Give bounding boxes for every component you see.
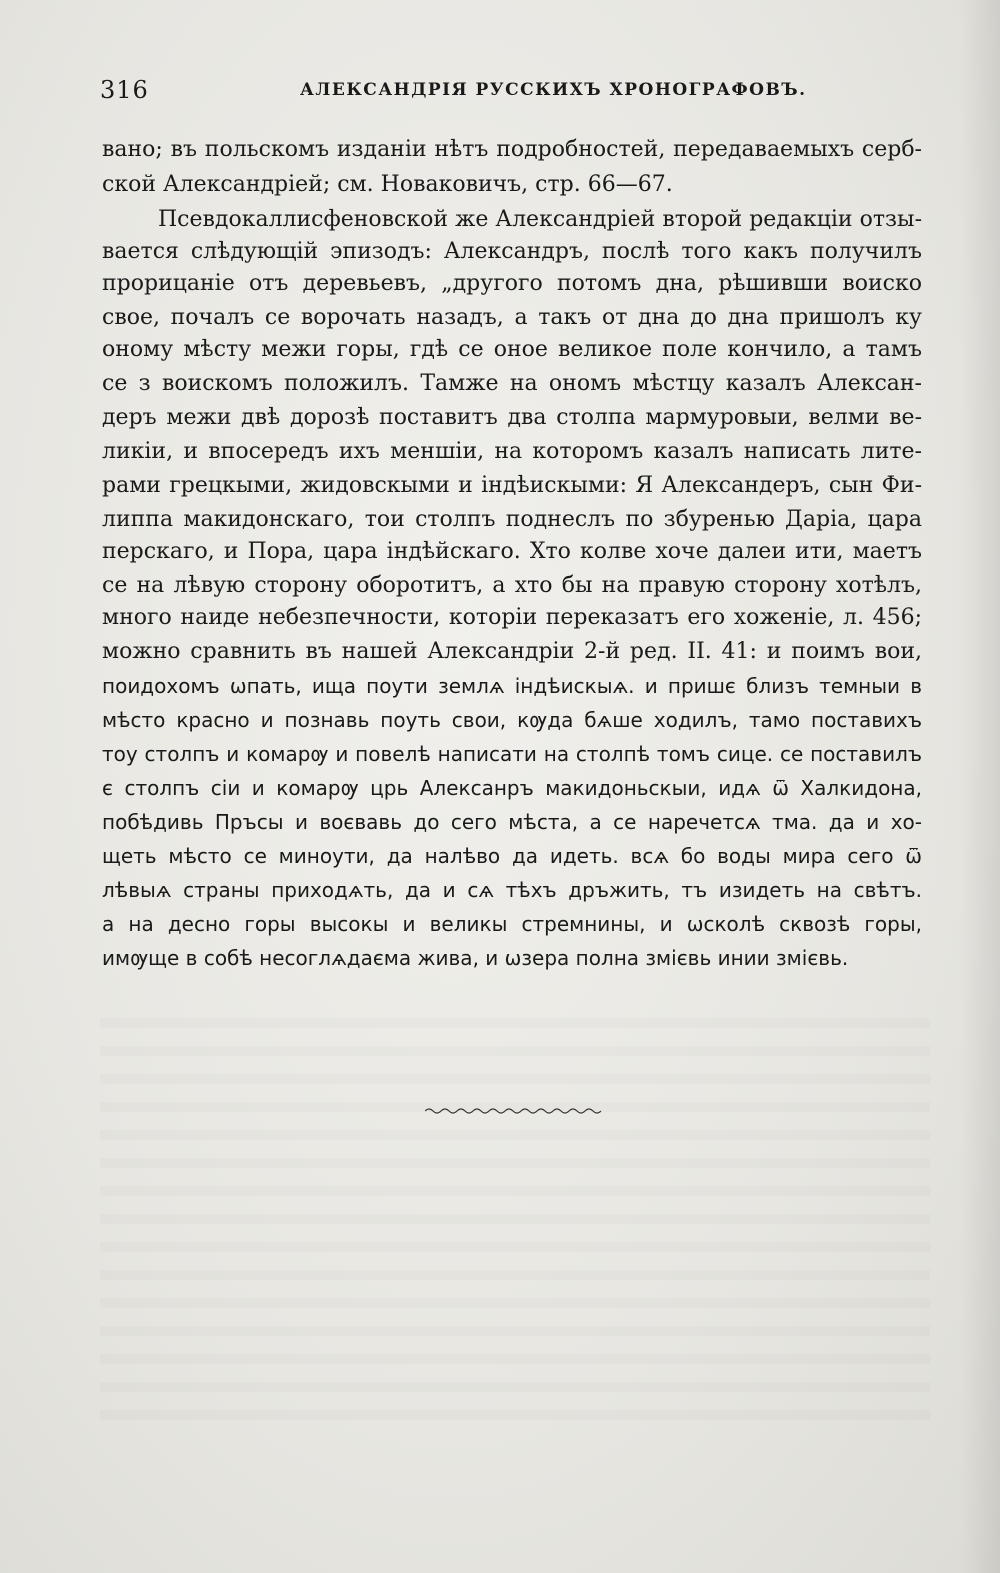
text-line: вается слѣдующій эпизодъ: Александръ, послѣ того какъ получилъ bbox=[102, 239, 922, 264]
text-line: ликіи, и впосередъ ихъ меншіи, на которомъ казалъ написать лите- bbox=[102, 439, 922, 464]
text-line-slavonic: є столпъ сіи и комарѹ црь Алексанръ макидоньскыи, идѧ ѿ Халкидона, bbox=[102, 776, 922, 800]
text-line: се з воискомъ положилъ. Тамже на ономъ мѣстцу казалъ Алексан- bbox=[102, 371, 922, 396]
text-line-slavonic: щеть мѣсто се миноути, да налѣво да идеть. всѧ бо воды мира сего ѿ bbox=[102, 844, 922, 868]
page-edge-shadow bbox=[960, 0, 1000, 1573]
text-line-slavonic: поидохомъ ѡпать, ища поути землѧ індѣискыѧ. и пришє близъ темныи в bbox=[102, 674, 922, 698]
text-line: прорицаніе отъ деревьевъ, „другого потомъ дна, рѣшивши воиско bbox=[102, 271, 922, 296]
text-line: ской Александріей; см. Новаковичъ, стр. 66—67. bbox=[102, 172, 673, 197]
page-number: 316 bbox=[100, 76, 149, 104]
text-line: Псевдокаллисфеновской же Александріей второй редакціи отзы- bbox=[158, 207, 922, 232]
text-line: свое, почалъ се ворочать назадъ, а такъ от дна до дна пришолъ ку bbox=[102, 305, 922, 330]
text-line: рами грецкыми, жидовскыми и індѣискыми: Я Александеръ, сын Фи- bbox=[102, 473, 922, 498]
text-line-slavonic: лѣвыѧ страны приходѧть, да и сѧ тѣхъ дръжить, тъ изидеть на свѣтъ. bbox=[102, 878, 922, 902]
text-line-slavonic: побѣдивь Пръсы и воєвавь до сего мѣста, а се наречетсѧ тма. да и хо- bbox=[102, 810, 922, 834]
text-line-slavonic: тоу столпъ и комарѹ и повелѣ написати на столпѣ томъ сице. се поставилъ bbox=[102, 742, 922, 766]
wavy-rule-ornament bbox=[425, 1106, 603, 1116]
text-line-slavonic: имѹще в собѣ несоглѧдаєма жива, и ѡзера полна змієвь инии змієвь. bbox=[102, 946, 849, 970]
text-line: много наиде небезпечности, которіи переказатъ его хоженіе, л. 456; bbox=[102, 605, 922, 630]
text-line: перскаго, и Пора, цара індѣйскаго. Хто колве хоче далеи ити, маетъ bbox=[102, 539, 922, 564]
bleed-through-shadow bbox=[100, 1000, 930, 1420]
text-line: се на лѣвую сторону оборотитъ, а хто бы на правую сторону хотѣлъ, bbox=[102, 573, 922, 598]
running-title: АЛЕКСАНДРІЯ РУССКИХЪ ХРОНОГРАФОВЪ. bbox=[300, 80, 807, 100]
text-line: липпа макидонскаго, тои столпъ поднеслъ по збуренью Даріа, цара bbox=[102, 507, 922, 532]
text-line: можно сравнить въ нашей Александріи 2-й ред. II. 41: и поимъ вои, bbox=[102, 639, 922, 664]
text-line: оному мѣсту межи горы, гдѣ се оное великое поле кончило, а тамъ bbox=[102, 337, 922, 362]
text-line-slavonic: а на десно горы высокы и великы стремнины, и ѡсколѣ сквозѣ горы, bbox=[102, 912, 922, 936]
text-line: вано; въ польскомъ изданіи нѣтъ подробностей, передаваемыхъ серб- bbox=[102, 137, 922, 162]
text-line-slavonic: мѣсто красно и познавь поуть свои, кѹда бѧше ходилъ, тамо поставихъ bbox=[102, 708, 922, 732]
text-line: деръ межи двѣ дорозѣ поставитъ два столпа мармуровыи, велми ве- bbox=[102, 405, 922, 430]
